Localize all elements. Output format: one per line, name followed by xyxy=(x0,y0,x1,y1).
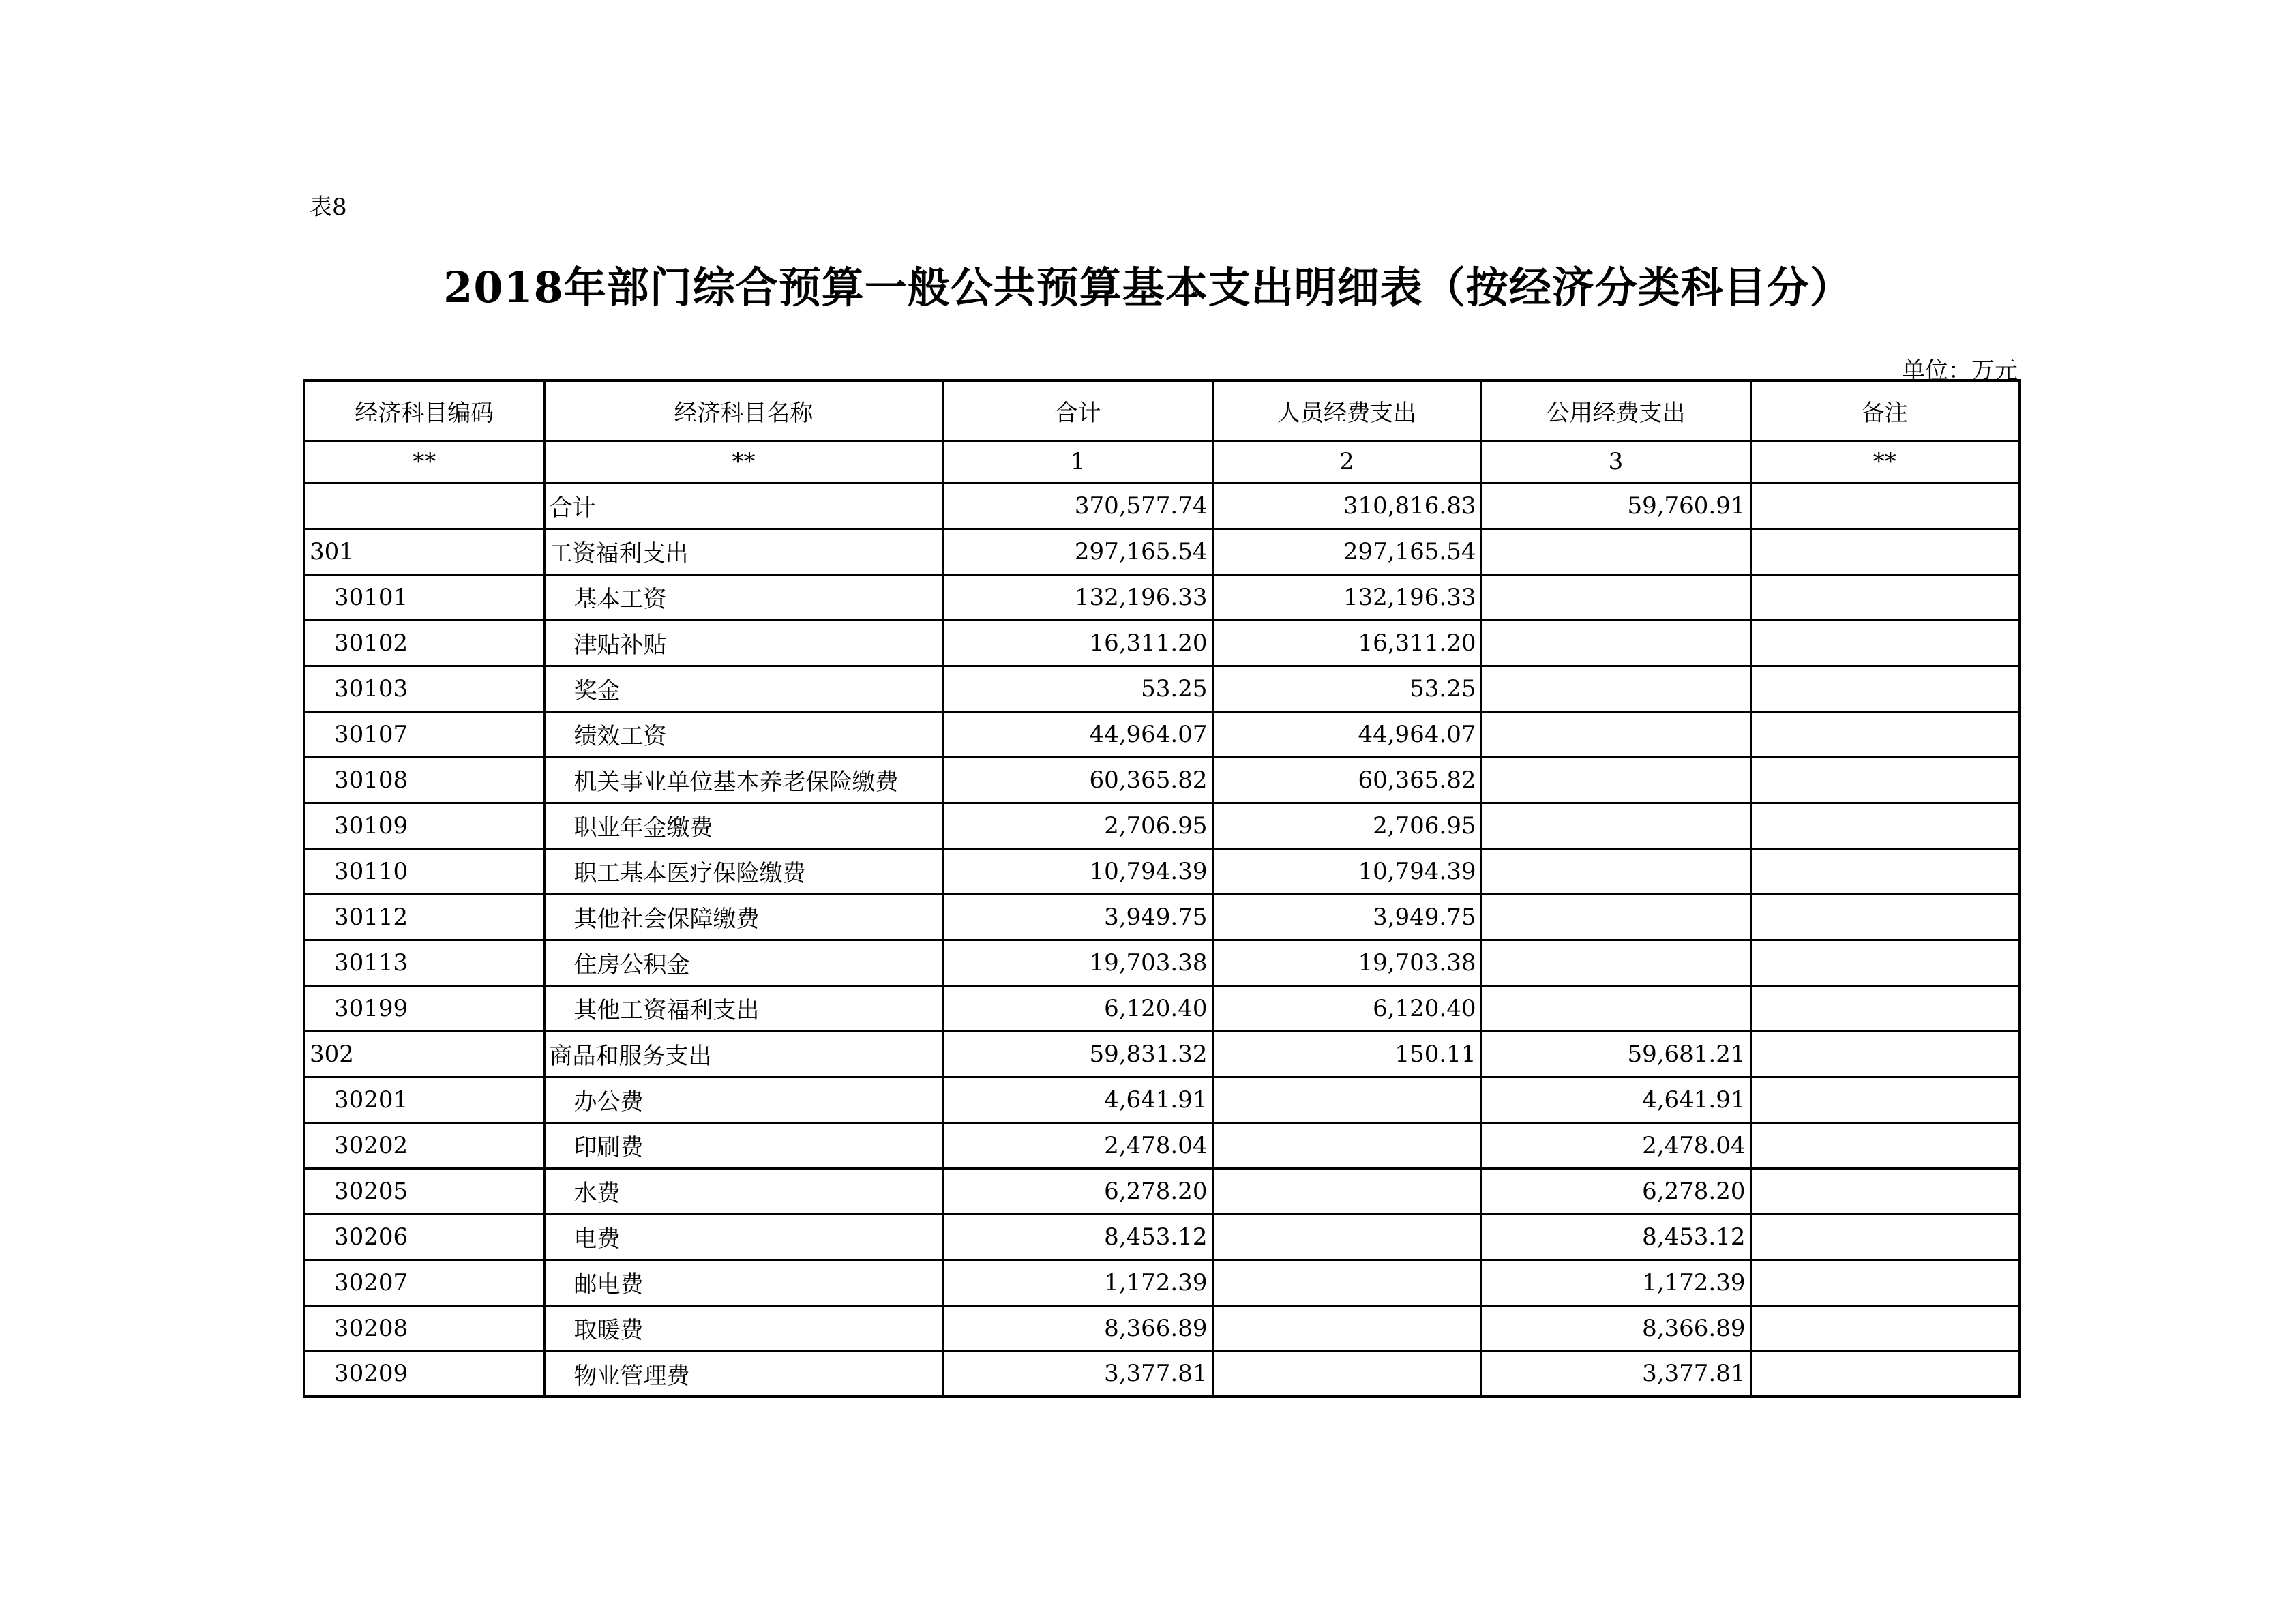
personnel-cell: 132,196.33 xyxy=(1212,574,1481,620)
note-cell xyxy=(1750,1214,2019,1260)
table-row xyxy=(304,848,2019,894)
table-row xyxy=(304,1260,2019,1305)
public-cell: 1,172.39 xyxy=(1481,1260,1750,1305)
total-cell: 6,120.40 xyxy=(943,985,1212,1031)
code-cell: 30201 xyxy=(304,1077,544,1122)
note-cell xyxy=(1750,940,2019,985)
public-cell xyxy=(1481,803,1750,848)
personnel-cell: 44,964.07 xyxy=(1212,711,1481,757)
note-cell xyxy=(1750,1260,2019,1305)
table-row xyxy=(304,528,2019,574)
personnel-cell xyxy=(1212,1214,1481,1260)
total-cell: 2,706.95 xyxy=(943,803,1212,848)
public-cell xyxy=(1481,620,1750,666)
public-cell: 8,366.89 xyxy=(1481,1305,1750,1351)
public-cell xyxy=(1481,757,1750,803)
code-cell: 30108 xyxy=(304,757,544,803)
total-cell: 297,165.54 xyxy=(943,528,1212,574)
col-header-code: 经济科目编码 xyxy=(304,381,544,441)
public-cell xyxy=(1481,528,1750,574)
unit-label: 单位：万元 xyxy=(1902,357,2018,385)
note-cell xyxy=(1750,620,2019,666)
total-cell: 60,365.82 xyxy=(943,757,1212,803)
public-cell: 6,278.20 xyxy=(1481,1168,1750,1214)
total-cell: 44,964.07 xyxy=(943,711,1212,757)
personnel-cell xyxy=(1212,1260,1481,1305)
code-cell xyxy=(304,483,544,528)
note-cell xyxy=(1750,1168,2019,1214)
total-cell: 19,703.38 xyxy=(943,940,1212,985)
note-cell xyxy=(1750,848,2019,894)
table-number: 表8 xyxy=(309,194,347,221)
code-cell: 30206 xyxy=(304,1214,544,1260)
personnel-cell xyxy=(1212,1122,1481,1168)
code-cell: 30107 xyxy=(304,711,544,757)
personnel-cell xyxy=(1212,1077,1481,1122)
personnel-cell: 53.25 xyxy=(1212,666,1481,711)
name-cell: 津贴补贴 xyxy=(544,620,943,666)
name-cell: 职业年金缴费 xyxy=(544,803,943,848)
name-cell: 电费 xyxy=(544,1214,943,1260)
personnel-cell: 150.11 xyxy=(1212,1031,1481,1077)
total-cell: 370,577.74 xyxy=(943,483,1212,528)
personnel-cell: 60,365.82 xyxy=(1212,757,1481,803)
name-cell: 印刷费 xyxy=(544,1122,943,1168)
table-row xyxy=(304,620,2019,666)
personnel-cell: 6,120.40 xyxy=(1212,985,1481,1031)
public-cell: 4,641.91 xyxy=(1481,1077,1750,1122)
personnel-cell xyxy=(1212,1305,1481,1351)
table-row xyxy=(304,1305,2019,1351)
personnel-cell xyxy=(1212,1351,1481,1397)
total-cell: 8,366.89 xyxy=(943,1305,1212,1351)
note-cell xyxy=(1750,757,2019,803)
header-row xyxy=(304,381,2019,441)
note-cell xyxy=(1750,1031,2019,1077)
table-row xyxy=(304,1031,2019,1077)
code-cell: 30209 xyxy=(304,1351,544,1397)
marker-cell: ** xyxy=(544,441,943,483)
note-cell xyxy=(1750,1077,2019,1122)
marker-cell: ** xyxy=(304,441,544,483)
note-cell xyxy=(1750,803,2019,848)
col-header-note: 备注 xyxy=(1750,381,2019,441)
total-cell: 3,949.75 xyxy=(943,894,1212,940)
col-header-personnel: 人员经费支出 xyxy=(1212,381,1481,441)
code-cell: 30202 xyxy=(304,1122,544,1168)
personnel-cell: 297,165.54 xyxy=(1212,528,1481,574)
total-cell: 3,377.81 xyxy=(943,1351,1212,1397)
note-cell xyxy=(1750,666,2019,711)
marker-cell: 1 xyxy=(943,441,1212,483)
code-cell: 30113 xyxy=(304,940,544,985)
public-cell: 59,681.21 xyxy=(1481,1031,1750,1077)
name-cell: 水费 xyxy=(544,1168,943,1214)
table-row xyxy=(304,1168,2019,1214)
note-cell xyxy=(1750,483,2019,528)
name-cell: 职工基本医疗保险缴费 xyxy=(544,848,943,894)
note-cell xyxy=(1750,574,2019,620)
table-row xyxy=(304,757,2019,803)
marker-cell: 3 xyxy=(1481,441,1750,483)
total-cell: 8,453.12 xyxy=(943,1214,1212,1260)
note-cell xyxy=(1750,894,2019,940)
name-cell: 奖金 xyxy=(544,666,943,711)
personnel-cell: 310,816.83 xyxy=(1212,483,1481,528)
page-title: 2018年部门综合预算一般公共预算基本支出明细表（按经济分类科目分） xyxy=(443,263,1853,312)
name-cell: 住房公积金 xyxy=(544,940,943,985)
note-cell xyxy=(1750,711,2019,757)
public-cell xyxy=(1481,940,1750,985)
code-cell: 30103 xyxy=(304,666,544,711)
total-cell: 16,311.20 xyxy=(943,620,1212,666)
code-cell: 30112 xyxy=(304,894,544,940)
code-cell: 30101 xyxy=(304,574,544,620)
table-row xyxy=(304,985,2019,1031)
personnel-cell: 2,706.95 xyxy=(1212,803,1481,848)
public-cell xyxy=(1481,848,1750,894)
personnel-cell: 19,703.38 xyxy=(1212,940,1481,985)
personnel-cell: 16,311.20 xyxy=(1212,620,1481,666)
code-cell: 30208 xyxy=(304,1305,544,1351)
note-cell xyxy=(1750,1351,2019,1397)
table-row xyxy=(304,483,2019,528)
table-row xyxy=(304,711,2019,757)
total-cell: 53.25 xyxy=(943,666,1212,711)
table-row xyxy=(304,666,2019,711)
public-cell xyxy=(1481,985,1750,1031)
code-cell: 301 xyxy=(304,528,544,574)
marker-cell: ** xyxy=(1750,441,2019,483)
note-cell xyxy=(1750,528,2019,574)
public-cell: 59,760.91 xyxy=(1481,483,1750,528)
name-cell: 其他工资福利支出 xyxy=(544,985,943,1031)
table-row xyxy=(304,803,2019,848)
table-row xyxy=(304,1214,2019,1260)
total-cell: 2,478.04 xyxy=(943,1122,1212,1168)
code-cell: 30207 xyxy=(304,1260,544,1305)
table-row xyxy=(304,574,2019,620)
table-row xyxy=(304,1077,2019,1122)
personnel-cell: 3,949.75 xyxy=(1212,894,1481,940)
total-cell: 1,172.39 xyxy=(943,1260,1212,1305)
total-cell: 132,196.33 xyxy=(943,574,1212,620)
budget-table xyxy=(303,379,2021,1398)
public-cell: 2,478.04 xyxy=(1481,1122,1750,1168)
table-row xyxy=(304,1351,2019,1397)
table-row xyxy=(304,894,2019,940)
name-cell: 工资福利支出 xyxy=(544,528,943,574)
code-cell: 30205 xyxy=(304,1168,544,1214)
public-cell xyxy=(1481,711,1750,757)
public-cell xyxy=(1481,666,1750,711)
name-cell: 取暖费 xyxy=(544,1305,943,1351)
name-cell: 绩效工资 xyxy=(544,711,943,757)
personnel-cell: 10,794.39 xyxy=(1212,848,1481,894)
name-cell: 基本工资 xyxy=(544,574,943,620)
code-cell: 30199 xyxy=(304,985,544,1031)
total-cell: 59,831.32 xyxy=(943,1031,1212,1077)
table-row xyxy=(304,940,2019,985)
name-cell: 邮电费 xyxy=(544,1260,943,1305)
code-cell: 302 xyxy=(304,1031,544,1077)
note-cell xyxy=(1750,985,2019,1031)
table-row xyxy=(304,1122,2019,1168)
total-cell: 10,794.39 xyxy=(943,848,1212,894)
col-header-name: 经济科目名称 xyxy=(544,381,943,441)
name-cell: 机关事业单位基本养老保险缴费 xyxy=(544,757,943,803)
public-cell xyxy=(1481,894,1750,940)
public-cell: 3,377.81 xyxy=(1481,1351,1750,1397)
note-cell xyxy=(1750,1305,2019,1351)
col-header-total: 合计 xyxy=(943,381,1212,441)
public-cell: 8,453.12 xyxy=(1481,1214,1750,1260)
marker-row xyxy=(304,441,2019,483)
name-cell: 办公费 xyxy=(544,1077,943,1122)
name-cell: 合计 xyxy=(544,483,943,528)
marker-cell: 2 xyxy=(1212,441,1481,483)
code-cell: 30109 xyxy=(304,803,544,848)
code-cell: 30102 xyxy=(304,620,544,666)
name-cell: 商品和服务支出 xyxy=(544,1031,943,1077)
col-header-public: 公用经费支出 xyxy=(1481,381,1750,441)
personnel-cell xyxy=(1212,1168,1481,1214)
name-cell: 其他社会保障缴费 xyxy=(544,894,943,940)
total-cell: 4,641.91 xyxy=(943,1077,1212,1122)
code-cell: 30110 xyxy=(304,848,544,894)
name-cell: 物业管理费 xyxy=(544,1351,943,1397)
total-cell: 6,278.20 xyxy=(943,1168,1212,1214)
note-cell xyxy=(1750,1122,2019,1168)
public-cell xyxy=(1481,574,1750,620)
